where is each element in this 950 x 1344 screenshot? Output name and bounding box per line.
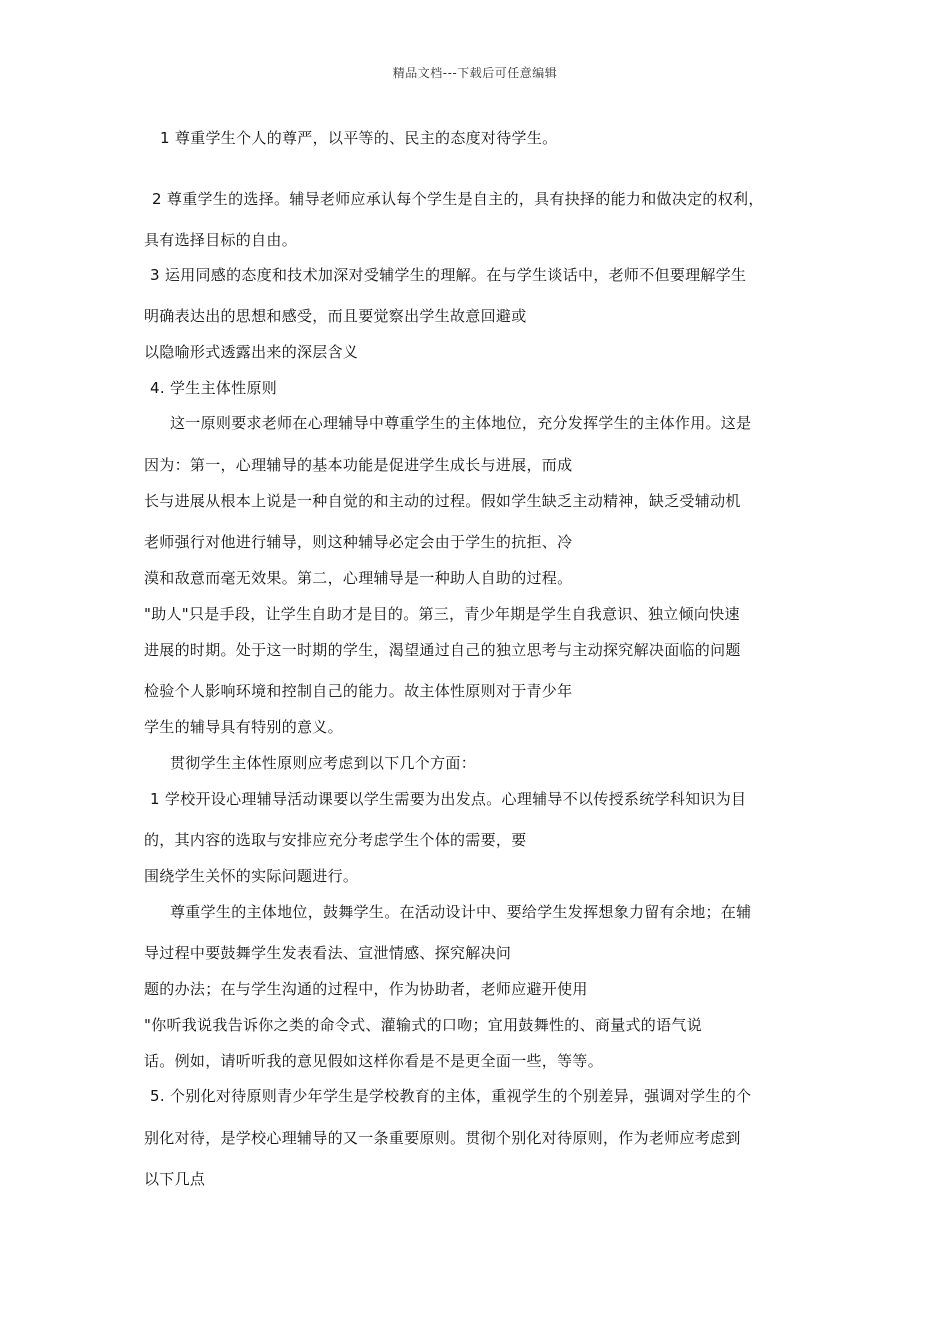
text-line: 1 学校开设心理辅导活动课要以学生需要为出发点。心理辅导不以传授系统学科知识为目 (150, 790, 747, 808)
text-line: 这一原则要求老师在心理辅导中尊重学生的主体地位，充分发挥学生的主体作用。这是 (170, 414, 752, 432)
text-line: 尊重学生的主体地位，鼓舞学生。在活动设计中、要给学生发挥想象力留有余地；在辅 (170, 903, 752, 921)
section-heading: 5. 个别化对待原则青少年学生是学校教育的主体，重视学生的个别差异，强调对学生的个 (150, 1087, 752, 1105)
text-line: 检验个人影响环境和控制自己的能力。故主体性原则对于青少年 (144, 682, 573, 700)
section-heading: 4. 学生主体性原则 (150, 379, 278, 397)
text-line: 长与进展从根本上说是一种自觉的和主动的过程。假如学生缺乏主动精神，缺乏受辅动机 (144, 492, 741, 510)
text-line: 以隐喻形式透露出来的深层含义 (144, 343, 359, 361)
text-line: 导过程中要鼓舞学生发表看法、宣泄情感、探究解决问 (144, 944, 512, 962)
text-line: 的，其内容的选取与安排应充分考虑学生个体的需要，要 (144, 831, 527, 849)
text-line: 明确表达出的思想和感受，而且要觉察出学生故意回避或 (144, 307, 527, 325)
text-line: 以下几点 (144, 1170, 206, 1188)
text-line: 进展的时期。处于这一时期的学生，渴望通过自己的独立思考与主动探究解决面临的问题 (144, 641, 741, 659)
text-line: 具有选择目标的自由。 (144, 231, 298, 249)
text-line: 3 运用同感的态度和技术加深对受辅学生的理解。在与学生谈话中，老师不但要理解学生 (150, 266, 747, 284)
text-line: 别化对待，是学校心理辅导的又一条重要原则。贯彻个别化对待原则，作为老师应考虑到 (144, 1129, 741, 1147)
text-line: 题的办法；在与学生沟通的过程中，作为协助者，老师应避开使用 (144, 980, 588, 998)
text-line: 贯彻学生主体性原则应考虑到以下几个方面： (170, 754, 477, 772)
text-line: 学生的辅导具有特别的意义。 (144, 718, 343, 736)
text-line: 1 尊重学生个人的尊严，以平等的、民主的态度对待学生。 (160, 129, 558, 147)
text-line: 漠和敌意而毫无效果。第二，心理辅导是一种助人自助的过程。 (144, 569, 573, 587)
text-line: "你听我说我告诉你之类的命令式、灌输式的口吻；宜用鼓舞性的、商量式的语气说 (144, 1016, 703, 1034)
text-line: 围绕学生关怀的实际问题进行。 (144, 867, 359, 885)
text-line: "助人"只是手段，让学生自助才是目的。第三，青少年期是学生自我意识、独立倾向快速 (144, 605, 740, 623)
page-header: 精品文档---下载后可任意编辑 (392, 66, 558, 80)
text-line: 老师强行对他进行辅导，则这种辅导必定会由于学生的抗拒、冷 (144, 533, 573, 551)
text-line: 话。例如，请听听我的意见假如这样你看是不是更全面一些，等等。 (144, 1052, 604, 1070)
text-line: 2 尊重学生的选择。辅导老师应承认每个学生是自主的，具有抉择的能力和做决定的权利， (152, 190, 764, 208)
text-line: 因为：第一，心理辅导的基本功能是促进学生成长与进展，而成 (144, 456, 573, 474)
